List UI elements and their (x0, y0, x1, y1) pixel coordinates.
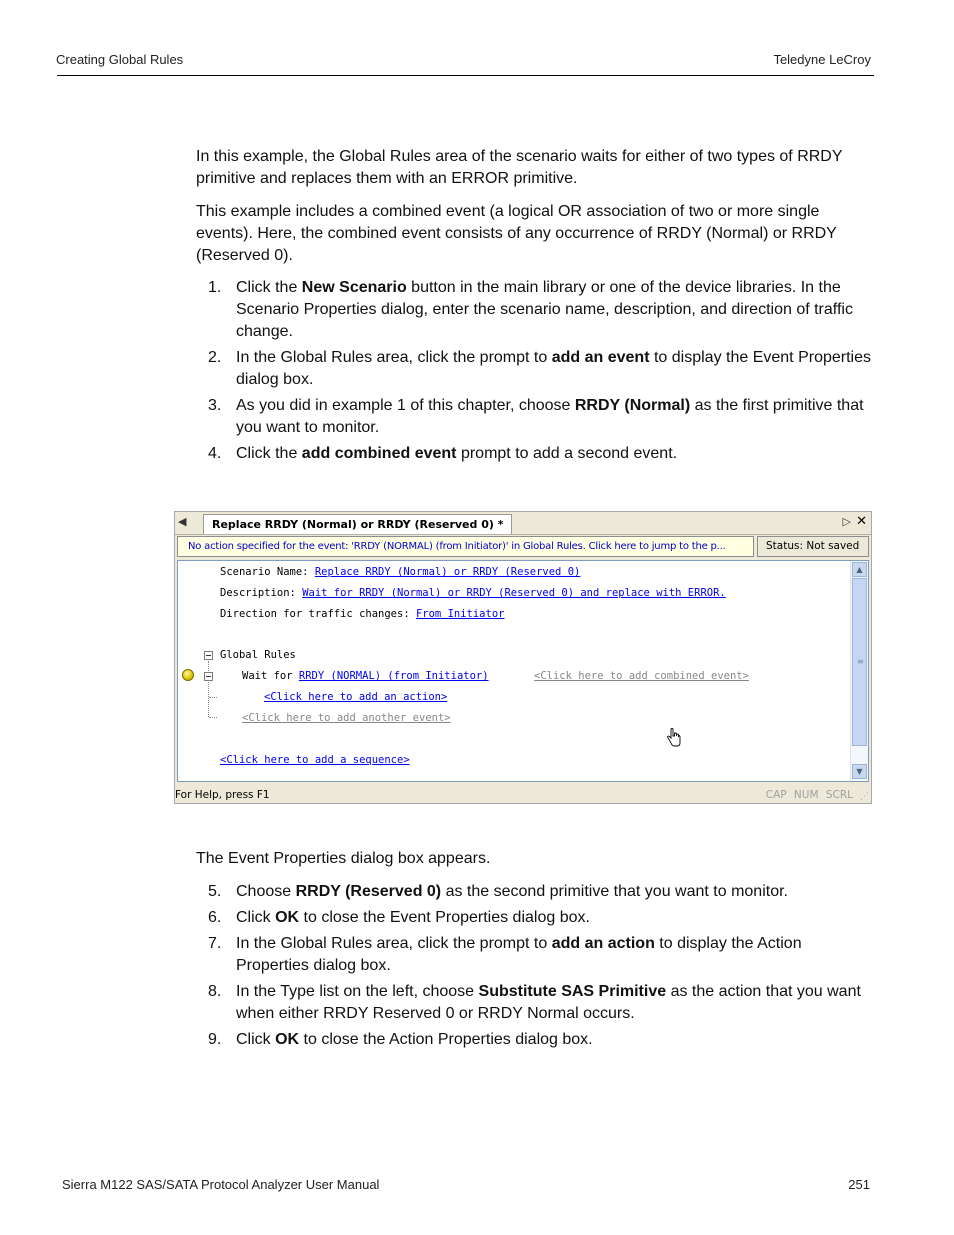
step-item (196, 933, 874, 977)
collapse-event-icon[interactable] (204, 672, 213, 681)
add-combined-event-text[interactable]: <Click here to add combined event> (534, 670, 749, 682)
direction-label: Direction for traffic changes: (220, 608, 416, 620)
step-text: In the Type list on the left, choose (236, 983, 479, 1000)
footer-manual-title: Sierra M122 SAS/SATA Protocol Analyzer User Manual (62, 1177, 380, 1192)
scroll-down-icon[interactable]: ▼ (852, 764, 867, 779)
warning-lightbulb-icon[interactable] (182, 669, 194, 681)
keyboard-indicators: CAP NUM SCRL (765, 789, 853, 801)
tab-bar (175, 512, 871, 535)
scroll-thumb[interactable] (852, 578, 867, 746)
add-another-event-prompt[interactable] (242, 711, 451, 725)
status-bar (175, 787, 871, 803)
add-action-prompt[interactable] (264, 690, 447, 704)
steps-list-a (196, 277, 874, 469)
step-number: 2. (208, 349, 222, 366)
step-item (196, 277, 874, 343)
step-text: to close the Action Properties dialog box. (299, 1031, 593, 1048)
step-number: 1. (208, 279, 222, 296)
wait-for-label: Wait for (242, 670, 299, 682)
step-bold-term: add combined event (301, 445, 457, 462)
step-text: Choose (236, 883, 296, 900)
step-number: 8. (208, 983, 222, 1000)
close-icon[interactable]: ✕ (856, 514, 867, 529)
step-item (196, 1029, 874, 1051)
step-text: In the Global Rules area, click the prompt to (236, 349, 552, 366)
grip-icon: ≡ (857, 657, 864, 666)
scenario-name-link[interactable]: Replace RRDY (Normal) or RRDY (Reserved 0) (314, 566, 581, 578)
collapse-global-rules-icon[interactable] (204, 651, 213, 660)
step-bold-term: OK (275, 1031, 300, 1048)
step-text: As you did in example 1 of this chapter, choose (236, 397, 575, 414)
intro-paragraph-2: This example includes a combined event (a logical OR association of two or more single events). Here, the combined event consists of any occurrence of RRDY (Normal) or RRDY (Reserved 0). (196, 203, 837, 264)
step-text: to display the Action Properties dialog box. (236, 935, 802, 974)
running-header-title: Creating Global Rules (56, 52, 184, 67)
add-sequence-prompt[interactable] (220, 753, 410, 767)
add-combined-event-prompt[interactable] (534, 669, 749, 683)
add-sequence-link[interactable]: <Click here to add a sequence> (220, 754, 410, 766)
tree-connector (208, 661, 209, 717)
direction-row (220, 607, 504, 621)
step-bold-term: RRDY (Normal) (574, 397, 691, 414)
step-number: 3. (208, 397, 222, 414)
step-bold-term: OK (275, 909, 300, 926)
resize-grip-icon[interactable]: ⋰ (860, 792, 869, 802)
step-text: prompt to add a second event. (456, 445, 678, 462)
step-item (196, 347, 874, 391)
tab-scroll-left-icon[interactable]: ◀ (178, 515, 187, 528)
scenario-name-label: Scenario Name: (220, 566, 315, 578)
scroll-up-icon[interactable]: ▲ (852, 562, 867, 577)
intro-paragraph-1: In this example, the Global Rules area of the scenario waits for either of two types of RRDY primitive and replaces them with an ERROR primitive. (196, 148, 843, 187)
step-text: as the action that you want when either RRDY Reserved 0 or RRDY Normal occurs. (236, 983, 861, 1022)
step-text: to close the Event Properties dialog box. (299, 909, 590, 926)
step-number: 5. (208, 883, 222, 900)
step-text: In the Global Rules area, click the prompt to (236, 935, 552, 952)
event-properties-paragraph: The Event Properties dialog box appears. (196, 850, 491, 867)
step-bold-term: add an event (551, 349, 650, 366)
description-row (220, 586, 726, 600)
step-bold-term: add an action (551, 935, 655, 952)
steps-list-b (196, 881, 874, 1055)
scenario-editor-pane (177, 560, 869, 782)
hand-cursor-icon (666, 728, 682, 748)
step-text: Click the (236, 279, 302, 296)
tree-connector (209, 717, 217, 718)
step-bold-term: Substitute SAS Primitive (478, 983, 667, 1000)
step-bold-term: RRDY (Reserved 0) (295, 883, 442, 900)
step-text: button in the main library or one of the device libraries. In the Scenario Properties dialog, enter the scenario name, description, and direction of traffic change. (236, 279, 853, 340)
global-rules-heading: Global Rules (220, 649, 296, 661)
direction-link[interactable]: From Initiator (415, 608, 505, 620)
add-another-event-text[interactable]: <Click here to add another event> (242, 712, 451, 724)
step-item (196, 907, 874, 929)
wait-for-row (242, 669, 489, 683)
step-number: 6. (208, 909, 222, 926)
step-number: 9. (208, 1031, 222, 1048)
step-number: 7. (208, 935, 222, 952)
status-help-text: For Help, press F1 (175, 789, 270, 801)
step-text: as the first primitive that you want to monitor. (236, 397, 864, 436)
step-number: 4. (208, 445, 222, 462)
tab-scenario[interactable]: Replace RRDY (Normal) or RRDY (Reserved 0) * (203, 514, 512, 534)
step-text: Click the (236, 445, 302, 462)
running-header-company: Teledyne LeCroy (773, 52, 871, 67)
add-action-link[interactable]: <Click here to add an action> (264, 691, 448, 703)
tree-connector (209, 697, 217, 698)
vertical-scrollbar[interactable] (850, 561, 868, 781)
step-item (196, 395, 874, 439)
warning-notice-link[interactable]: No action specified for the event: 'RRDY (NORMAL) (from Initiator)' in Global Rules. Click here to jump to the p... (177, 536, 754, 557)
event-link[interactable]: RRDY (NORMAL) (from Initiator) (298, 670, 489, 682)
description-label: Description: (220, 587, 303, 599)
step-text: to display the Event Properties dialog box. (236, 349, 871, 388)
step-item (196, 981, 874, 1025)
step-text: Click (236, 909, 276, 926)
step-item (196, 443, 874, 465)
description-link[interactable]: Wait for RRDY (Normal) or RRDY (Reserved 0) and replace with ERROR. (302, 587, 726, 599)
step-text: Click (236, 1031, 276, 1048)
scenario-name-row (220, 565, 580, 579)
step-bold-term: New Scenario (301, 279, 407, 296)
page-number: 251 (848, 1177, 870, 1192)
scenario-editor-window (174, 511, 872, 804)
tab-scroll-right-icon[interactable]: ▷ (842, 515, 851, 528)
step-item (196, 881, 874, 903)
header-rule (57, 75, 874, 76)
save-status-badge: Status: Not saved (757, 536, 869, 557)
step-text: as the second primitive that you want to monitor. (441, 883, 788, 900)
